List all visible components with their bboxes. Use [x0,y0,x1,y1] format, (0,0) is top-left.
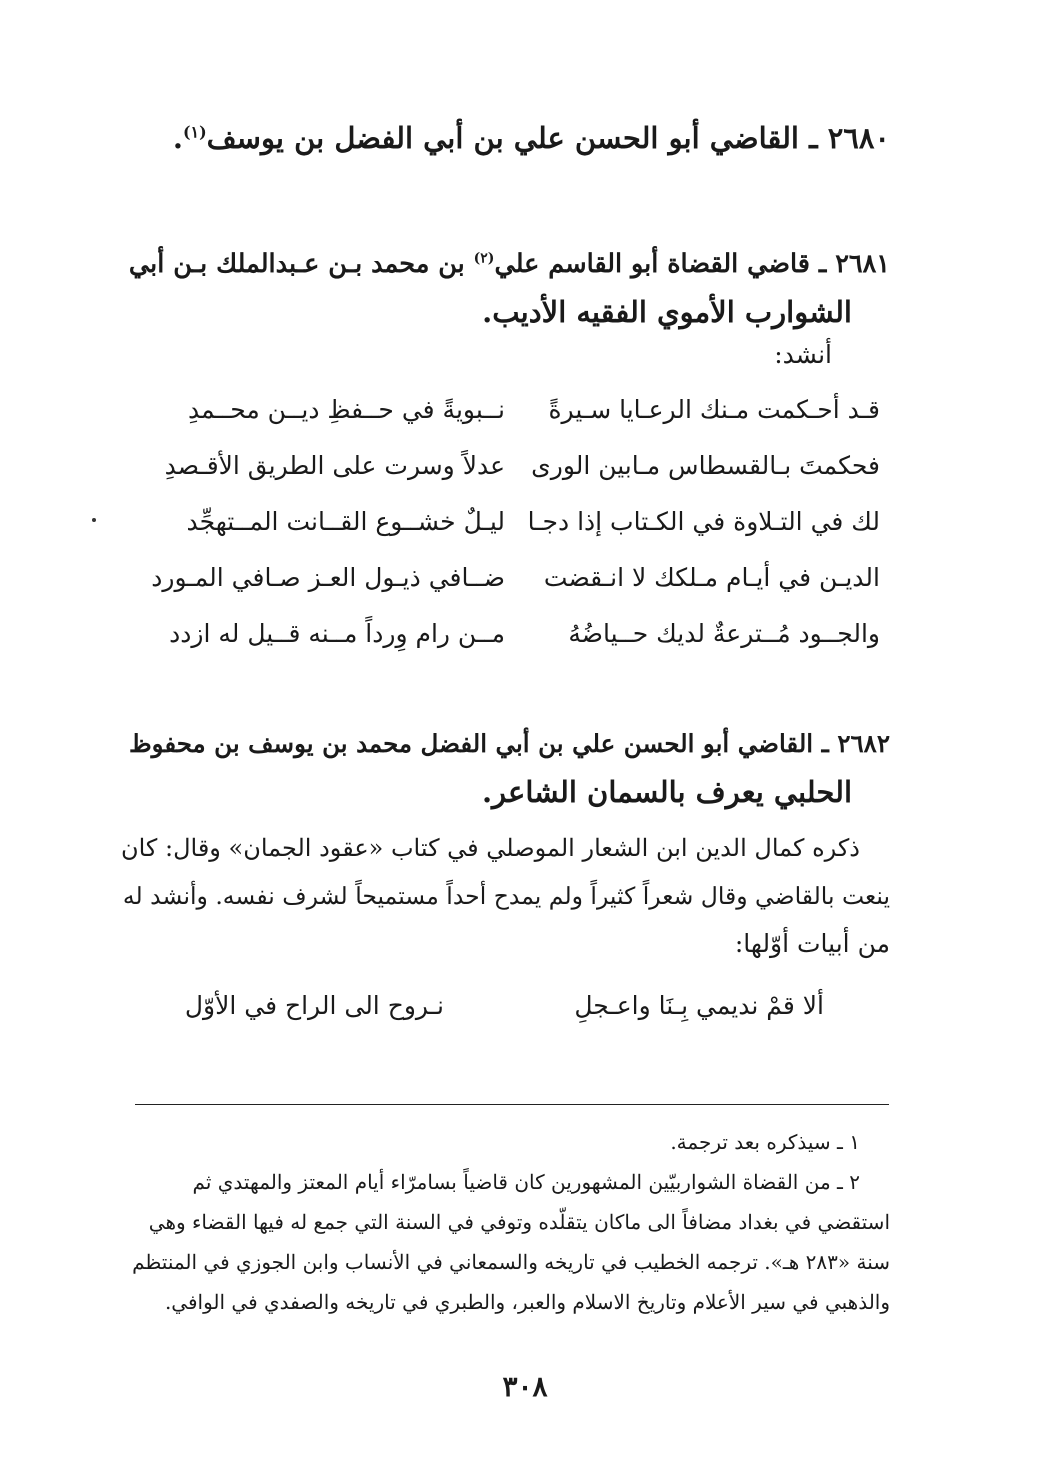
entry-number: ٢٦٨٠ [827,121,890,155]
entry-tail: . [172,121,183,155]
entry-text: قاضي القضاة أبو القاسم علي [494,249,810,279]
poem-verse [151,550,880,606]
poem-intro: أنشد: [774,340,832,369]
entry-2682 [129,718,890,770]
hemistich-second: ضــافي ذيـول العـز صـافي المـورد [151,563,505,592]
hemistich-second: نـروح الى الراح في الأوّل [184,991,444,1020]
hemistich-second: مــن رام وِرداً مــنه قــيل له ازدد [169,619,505,648]
hemistich-first: الديـن في أيـام مـلكك لا انـقضت [543,563,880,592]
poem-verse [160,382,880,438]
entry-text-cont: بن محمد بـن عـبدالملك بـن أبي [128,249,474,279]
poem-verse [160,606,880,662]
hemistich-first: ألا قمْ نديمي بِـنَا واعـجلِ [574,991,824,1020]
entry-dash: ـ [813,729,829,758]
footnote-2-cont: والذهبي في سير الأعلام وتاريخ الاسلام والعبر، والطبري في تاريخه والصفدي في الوافي. [164,1290,890,1314]
footnote-2-cont: استقضي في بغداد مضافاً الى ماكان يتقلّده وتوفي في السنة التي جمع له فيها القضاء وهي [148,1210,890,1234]
hemistich-first: قـد أحـكمت مـنك الرعـايا سـيرةً [548,395,880,424]
stray-mark [92,518,96,522]
footnote-ref: (٢) [473,250,495,267]
entry-2682-line2: الحلبي يعرف بالسمان الشاعر. [481,775,852,809]
poem-verse-2 [164,978,824,1034]
hemistich-second: عدلاً وسرت على الطريق الأقـصدِ [164,451,505,480]
entry-2681 [129,238,890,290]
hemistich-first: فحكمتَ بـالقسطاس مـابين الورى [531,451,880,480]
entry-2681-line2: الشوارب الأموي الفقيه الأديب. [482,295,852,329]
poem-verse [160,494,880,550]
prose-line: ذكره كمال الدين ابن الشعار الموصلي في كتاب «عقود الجمان» وقال: كان [120,834,860,862]
entry-number: ٢٦٨٢ [837,729,890,758]
hemistich-first: لك في التـلاوة في الكـتاب إذا دجـا [527,507,880,536]
prose-line: ينعت بالقاضي وقال شعراً كثيراً ولم يمدح أحداً مستميحاً لشرف نفسه. وأنشد له [122,882,890,910]
footnote-separator [135,1104,889,1105]
entry-text: القاضي أبو الحسن علي بن أبي الفضل محمد بن يوسف بن محفوظ [129,729,814,758]
footnote-ref: (١) [182,122,207,142]
hemistich-second: نــبويةً في حــفظِ ديــن محــمدِ [187,395,505,424]
entry-text: القاضي أبو الحسن علي بن أبي الفضل بن يوسف [206,121,799,155]
prose-line: من أبيات أوّلها: [734,929,890,958]
hemistich-first: والجــود مُــترعةٌ لديك حــياضُهُ [568,619,880,648]
poem-verse [160,438,880,494]
entry-2680 [173,112,890,164]
footnote-2-cont: سنة «٢٨٣ هـ». ترجمه الخطيب في تاريخه والسمعاني في الأنساب وابن الجوزي في المنتظم [132,1250,890,1274]
footnote-2: ٢ ـ من القضاة الشواربيّين المشهورين كان قاضياً بسامرّاء أيام المعتز والمهتدي ثم [192,1170,860,1194]
hemistich-second: ليـلٌ خشــوع القــانت المــتهجِّد [186,507,505,536]
entry-number: ٢٦٨١ [835,249,890,279]
footnote-1: ١ ـ سيذكره بعد ترجمة. [670,1130,860,1154]
entry-dash: ـ [798,121,818,155]
page-number: ٣٠٨ [502,1370,548,1403]
entry-dash: ـ [809,249,827,279]
